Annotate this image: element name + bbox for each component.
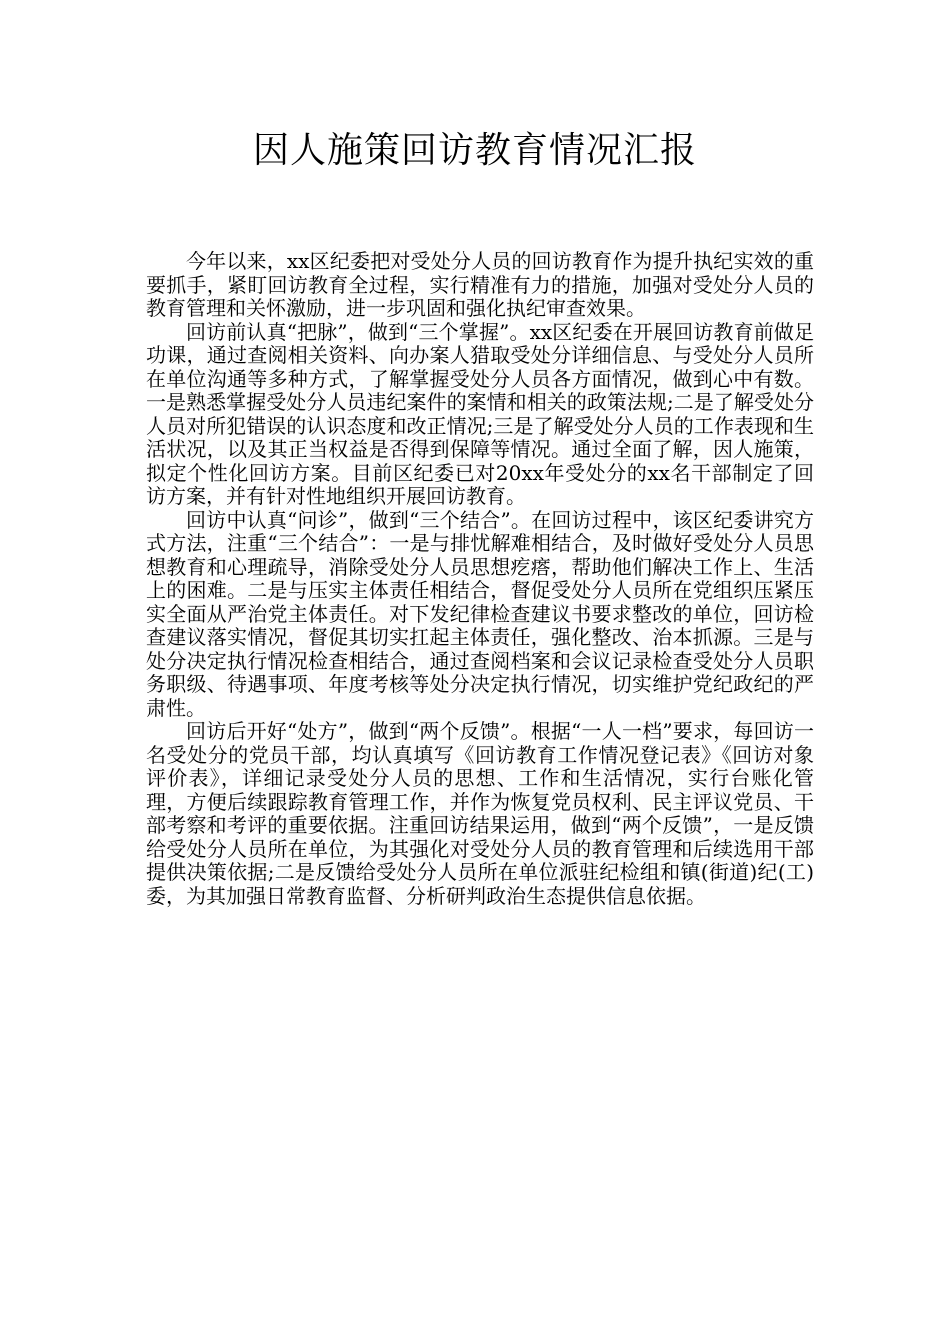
paragraph-intro: 今年以来，xx区纪委把对受处分人员的回访教育作为提升执纪实效的重要抓手，紧盯回访教育全过程，实行精准有力的措施，加强对受处分人员的教育管理和关怀激励，进一步巩固和强化执纪审查效果。	[146, 249, 814, 320]
document-title: 因人施策回访教育情况汇报	[252, 130, 697, 171]
paragraph-after-visit: 回访后开好“处方”，做到“两个反馈”。根据“一人一档”要求，每回访一名受处分的党员干部，均认真填写《回访教育工作情况登记表》《回访对象评价表》，详细记录受处分人员的思想、工作和生活情况，实行台账化管理，方便后续跟踪教育管理工作，并作为恢复党员权利、民主评议党员、干部考察和考评的重要依据。注重回访结果运用，做到“两个反馈”，一是反馈给受处分人员所在单位，为其强化对受处分人员的教育管理和后续选用干部提供决策依据;二是反馈给受处分人员所在单位派驻纪检组和镇(街道)纪(工)委，为其加强日常教育监督、分析研判政治生态提供信息依据。	[146, 719, 814, 908]
document-body	[146, 250, 814, 908]
paragraph-before-visit: 回访前认真“把脉”，做到“三个掌握”。xx区纪委在开展回访教育前做足功课，通过查阅相关资料、向办案人猎取受处分详细信息、与受处分人员所在单位沟通等多种方式，了解掌握受处分人员各方面情况，做到心中有数。一是熟悉掌握受处分人员违纪案件的案情和相关的政策法规;二是了解受处分人员对所犯错误的认识态度和改正情况;三是了解受处分人员的工作表现和生活状况，以及其正当权益是否得到保障等情况。通过全面了解，因人施策，拟定个性化回访方案。目前区纪委已对20xx年受处分的xx名干部制定了回访方案，并有针对性地组织开展回访教育。	[146, 319, 814, 508]
paragraph-during-visit: 回访中认真“问诊”，做到“三个结合”。在回访过程中，该区纪委讲究方式方法，注重“三个结合”：一是与排忧解难相结合，及时做好受处分人员思想教育和心理疏导，消除受处分人员思想疙瘩，帮助他们解决工作上、生活上的困难。二是与压实主体责任相结合，督促受处分人员所在党组织压紧压实全面从严治党主体责任。对下发纪律检查建议书要求整改的单位，回访检查建议落实情况，督促其切实扛起主体责任，强化整改、治本抓源。三是与处分决定执行情况检查相结合，通过查阅档案和会议记录检查受处分人员职务职级、待遇事项、年度考核等处分决定执行情况，切实维护党纪政纪的严肃性。	[146, 507, 814, 720]
